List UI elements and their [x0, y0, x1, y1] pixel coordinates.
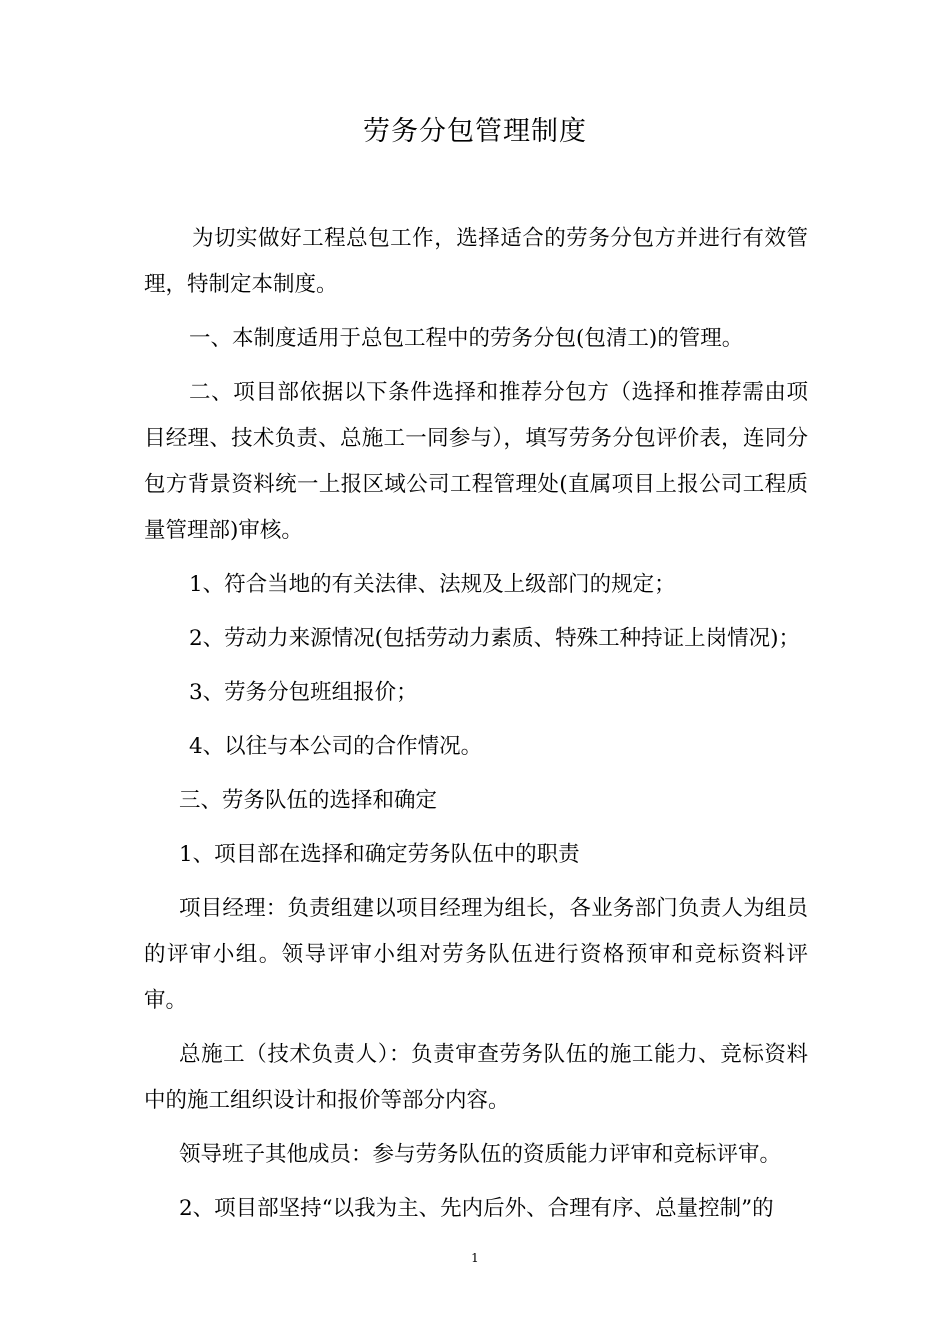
paragraph-intro: 为切实做好工程总包工作，选择适合的劳务分包方并进行有效管理，特制定本制度。 — [144, 226, 808, 297]
list-item-condition-1: 1、符合当地的有关法律、法规及上级部门的规定； — [189, 572, 676, 597]
paragraph-chief-construction-duty: 总施工（技术负责人）：负责审查劳务队伍的施工能力、竞标资料中的施工组织设计和报价等部分内容。 — [144, 1042, 808, 1113]
paragraph-section-2: 二、项目部依据以下条件选择和推荐分包方（选择和推荐需由项目经理、技术负责、总施工一同参与），填写劳务分包评价表，连同分包方背景资料统一上报区域公司工程管理处(直属项目上报公司工程质量管理部)审核。 — [144, 380, 808, 543]
paragraph-section-3-heading: 三、劳务队伍的选择和确定 — [179, 788, 438, 813]
document-title: 劳务分包管理制度 — [363, 116, 587, 147]
list-item-condition-3: 3、劳务分包班组报价； — [189, 680, 418, 705]
paragraph-project-manager-duty: 项目经理：负责组建以项目经理为组长，各业务部门负责人为组员的评审小组。领导评审小组对劳务队伍进行资格预审和竞标资料评审。 — [144, 896, 808, 1013]
page-number: 1 — [471, 1251, 479, 1265]
list-item-condition-2: 2、劳动力来源情况(包括劳动力素质、特殊工种持证上岗情况)； — [189, 626, 800, 651]
document-body — [144, 216, 808, 1240]
list-item-condition-4: 4、以往与本公司的合作情况。 — [189, 734, 483, 759]
paragraph-subsection-2: 2、项目部坚持“以我为主、先内后外、合理有序、总量控制”的 — [179, 1196, 774, 1221]
paragraph-subsection-1-heading: 1、项目部在选择和确定劳务队伍中的职责 — [179, 842, 580, 867]
paragraph-section-1: 一、本制度适用于总包工程中的劳务分包(包清工)的管理。 — [189, 326, 744, 351]
paragraph-leadership-members-duty: 领导班子其他成员：参与劳务队伍的资质能力评审和竞标评审。 — [179, 1142, 782, 1167]
